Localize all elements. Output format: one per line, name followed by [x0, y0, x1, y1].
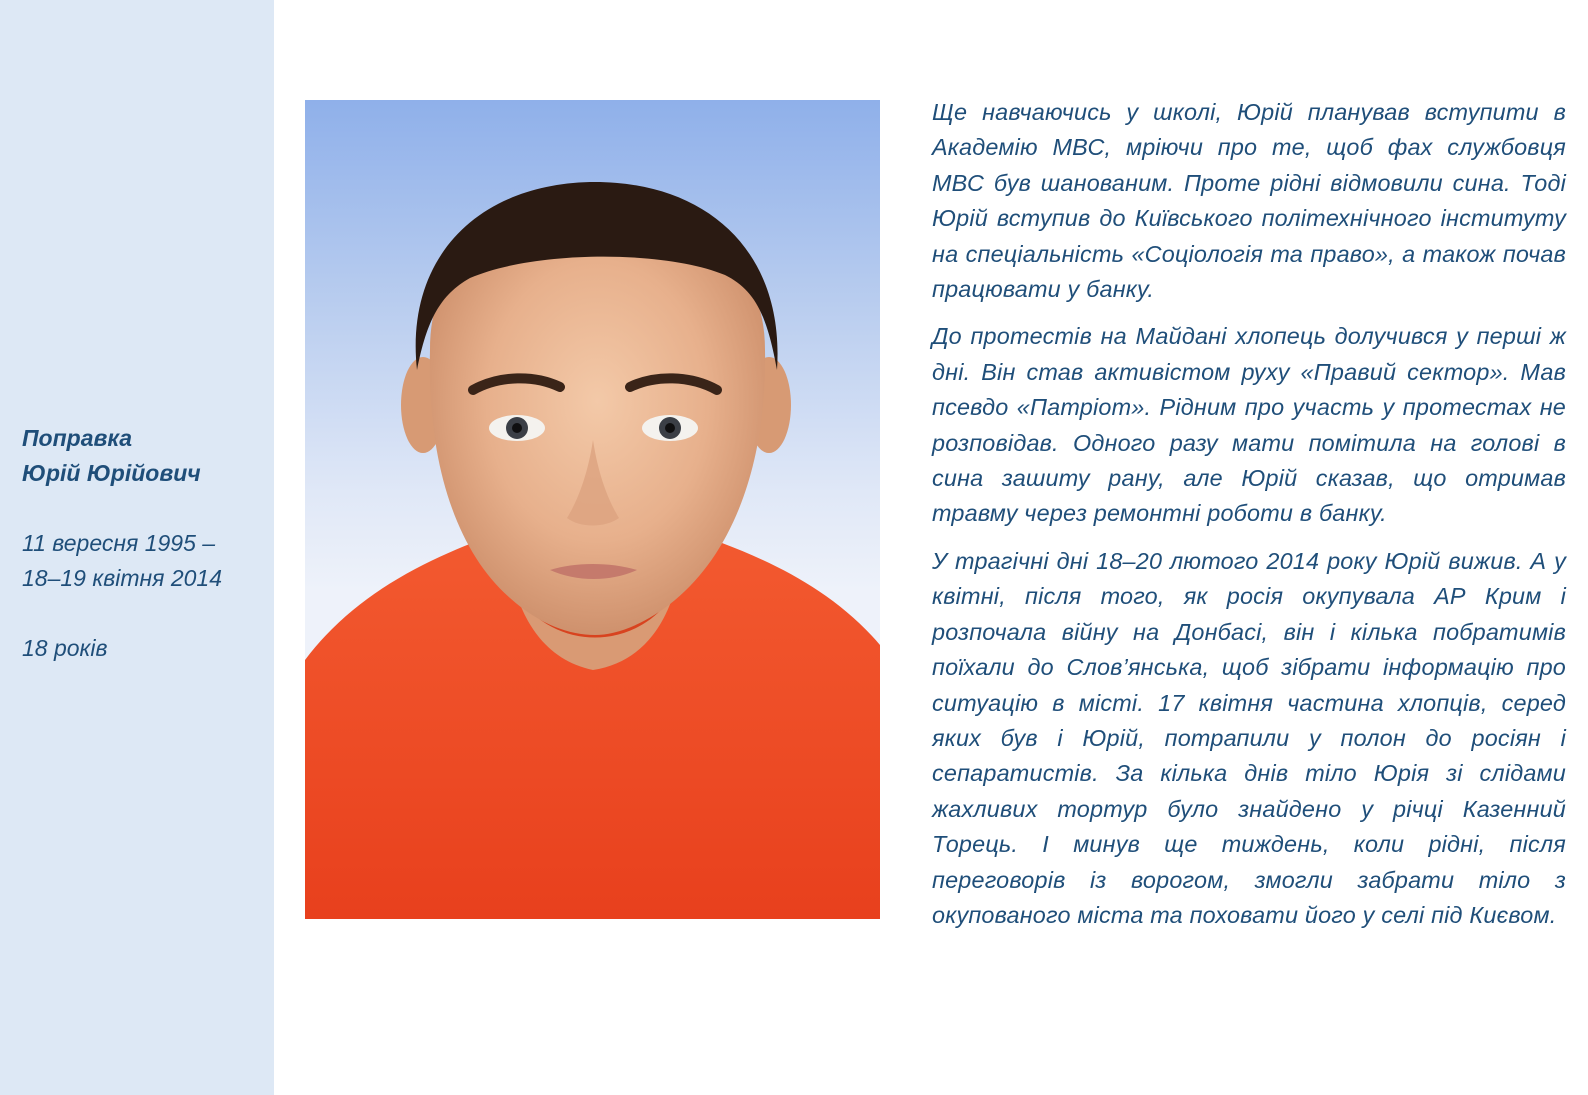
biography-paragraph-3: У трагічні дні 18–20 лютого 2014 року Юрій вижив. А у квітні, після того, як росія окупувала АР Крим і розпочала війну на Донбасі, він і кілька побратимів поїхали до Слов’янська, щоб зібрати інформацію про ситуацію в місті. 17 квітня частина хлопців, серед яких був і Юрій, потрапили у полон до росіян і сепаратистів. За кілька днів тіло Юрія зі слідами жахливих тортур було знайдено у річці Казенний Торець. І минув ще тиждень, коли рідні, після переговорів із ворогом, змогли забрати тіло з окупованого міста та поховати його у селі під Києвом.	[932, 547, 1566, 928]
portrait-photo	[305, 100, 880, 919]
death-date: 18–19 квітня 2014	[22, 565, 222, 591]
biography-text	[932, 95, 1566, 945]
person-age: 18 років	[22, 635, 108, 661]
life-dates	[22, 526, 267, 596]
person-given-names: Юрій Юрійович	[22, 460, 201, 486]
birth-date: 11 вересня 1995 –	[22, 530, 216, 556]
biography-paragraph-1: Ще навчаючись у школі, Юрій планував вступити в Академію МВС, мріючи про те, щоб фах службовця МВС був шанованим. Проте рідні відмовили сина. Тоді Юрій вступив до Київського політехнічного інституту на спеціальність «Соціологія та право», а також почав працювати у банку.	[932, 99, 1566, 303]
biography-paragraph-2: До протестів на Майдані хлопець долучився у перші ж дні. Він став активістом руху «Правий сектор». Мав псевдо «Патріот». Рідним про участь у протестах не розповідав. Одного разу мати помітила на голові в сина зашиту рану, але Юрій сказав, що отримав травму через ремонтні роботи в банку.	[932, 323, 1566, 527]
person-info	[22, 421, 267, 666]
person-surname: Поправка	[22, 425, 133, 451]
